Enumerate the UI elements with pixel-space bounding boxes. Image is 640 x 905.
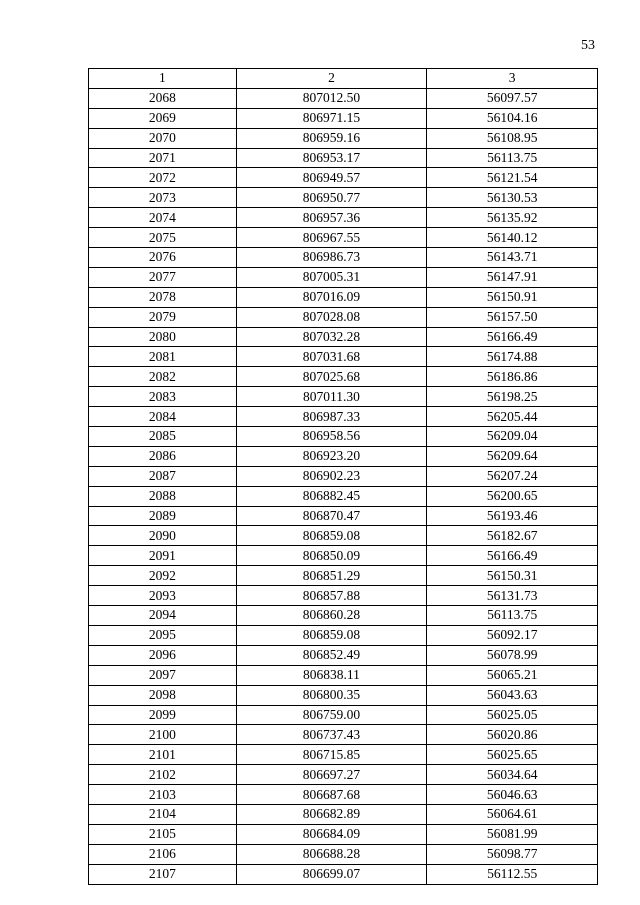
column-header-2: 2: [236, 69, 427, 89]
y-coordinate-cell: 56140.12: [427, 228, 598, 248]
point-number-cell: 2074: [89, 208, 237, 228]
y-coordinate-cell: 56186.86: [427, 367, 598, 387]
table-row: [89, 387, 598, 407]
point-number-cell: 2075: [89, 228, 237, 248]
x-coordinate-cell: 806697.27: [236, 765, 427, 785]
point-number-cell: 2100: [89, 725, 237, 745]
y-coordinate-cell: 56097.57: [427, 88, 598, 108]
table-row: [89, 148, 598, 168]
y-coordinate-cell: 56205.44: [427, 407, 598, 427]
table-row: [89, 307, 598, 327]
table-row: [89, 645, 598, 665]
y-coordinate-cell: 56092.17: [427, 625, 598, 645]
x-coordinate-cell: 806971.15: [236, 108, 427, 128]
column-header-3: 3: [427, 69, 598, 89]
table-row: [89, 844, 598, 864]
y-coordinate-cell: 56174.88: [427, 347, 598, 367]
point-number-cell: 2095: [89, 625, 237, 645]
x-coordinate-cell: 806953.17: [236, 148, 427, 168]
point-number-cell: 2072: [89, 168, 237, 188]
table-row: [89, 785, 598, 805]
y-coordinate-cell: 56150.91: [427, 287, 598, 307]
x-coordinate-cell: 807011.30: [236, 387, 427, 407]
y-coordinate-cell: 56025.65: [427, 745, 598, 765]
point-number-cell: 2077: [89, 267, 237, 287]
point-number-cell: 2105: [89, 824, 237, 844]
x-coordinate-cell: 806688.28: [236, 844, 427, 864]
x-coordinate-cell: 806859.08: [236, 625, 427, 645]
x-coordinate-cell: 806958.56: [236, 427, 427, 447]
x-coordinate-cell: 806800.35: [236, 685, 427, 705]
table-row: [89, 427, 598, 447]
y-coordinate-cell: 56121.54: [427, 168, 598, 188]
point-number-cell: 2103: [89, 785, 237, 805]
table-row: [89, 804, 598, 824]
table-row: [89, 446, 598, 466]
y-coordinate-cell: 56150.31: [427, 566, 598, 586]
y-coordinate-cell: 56112.55: [427, 864, 598, 884]
point-number-cell: 2097: [89, 665, 237, 685]
table-row: [89, 765, 598, 785]
y-coordinate-cell: 56209.64: [427, 446, 598, 466]
point-number-cell: 2104: [89, 804, 237, 824]
x-coordinate-cell: 806986.73: [236, 248, 427, 268]
point-number-cell: 2076: [89, 248, 237, 268]
y-coordinate-cell: 56131.73: [427, 586, 598, 606]
table-row: [89, 506, 598, 526]
point-number-cell: 2068: [89, 88, 237, 108]
table-row: [89, 665, 598, 685]
y-coordinate-cell: 56135.92: [427, 208, 598, 228]
x-coordinate-cell: 806715.85: [236, 745, 427, 765]
point-number-cell: 2079: [89, 307, 237, 327]
x-coordinate-cell: 806687.68: [236, 785, 427, 805]
point-number-cell: 2084: [89, 407, 237, 427]
point-number-cell: 2086: [89, 446, 237, 466]
table-row: [89, 486, 598, 506]
x-coordinate-cell: 806860.28: [236, 606, 427, 626]
x-coordinate-cell: 806959.16: [236, 128, 427, 148]
point-number-cell: 2078: [89, 287, 237, 307]
y-coordinate-cell: 56166.49: [427, 327, 598, 347]
y-coordinate-cell: 56143.71: [427, 248, 598, 268]
x-coordinate-cell: 806870.47: [236, 506, 427, 526]
point-number-cell: 2091: [89, 546, 237, 566]
y-coordinate-cell: 56130.53: [427, 188, 598, 208]
table-row: [89, 705, 598, 725]
y-coordinate-cell: 56113.75: [427, 148, 598, 168]
x-coordinate-cell: 807031.68: [236, 347, 427, 367]
table-row: [89, 128, 598, 148]
x-coordinate-cell: 806923.20: [236, 446, 427, 466]
point-number-cell: 2071: [89, 148, 237, 168]
y-coordinate-cell: 56182.67: [427, 526, 598, 546]
coordinates-table: [88, 68, 598, 885]
table-row: [89, 287, 598, 307]
point-number-cell: 2070: [89, 128, 237, 148]
table-header: [89, 69, 598, 89]
x-coordinate-cell: 806684.09: [236, 824, 427, 844]
point-number-cell: 2092: [89, 566, 237, 586]
y-coordinate-cell: 56166.49: [427, 546, 598, 566]
table-row: [89, 625, 598, 645]
table-row: [89, 745, 598, 765]
table-row: [89, 108, 598, 128]
table-row: [89, 188, 598, 208]
x-coordinate-cell: 806882.45: [236, 486, 427, 506]
y-coordinate-cell: 56200.65: [427, 486, 598, 506]
y-coordinate-cell: 56104.16: [427, 108, 598, 128]
point-number-cell: 2069: [89, 108, 237, 128]
point-number-cell: 2107: [89, 864, 237, 884]
table-body: [89, 88, 598, 884]
x-coordinate-cell: 807025.68: [236, 367, 427, 387]
y-coordinate-cell: 56108.95: [427, 128, 598, 148]
y-coordinate-cell: 56046.63: [427, 785, 598, 805]
point-number-cell: 2098: [89, 685, 237, 705]
y-coordinate-cell: 56065.21: [427, 665, 598, 685]
x-coordinate-cell: 806902.23: [236, 466, 427, 486]
table-row: [89, 685, 598, 705]
point-number-cell: 2090: [89, 526, 237, 546]
page-number: 53: [581, 38, 595, 53]
point-number-cell: 2094: [89, 606, 237, 626]
point-number-cell: 2096: [89, 645, 237, 665]
table-row: [89, 248, 598, 268]
table-row: [89, 606, 598, 626]
y-coordinate-cell: 56207.24: [427, 466, 598, 486]
x-coordinate-cell: 806850.09: [236, 546, 427, 566]
x-coordinate-cell: 807032.28: [236, 327, 427, 347]
table-row: [89, 208, 598, 228]
table-row: [89, 228, 598, 248]
point-number-cell: 2082: [89, 367, 237, 387]
point-number-cell: 2089: [89, 506, 237, 526]
y-coordinate-cell: 56081.99: [427, 824, 598, 844]
point-number-cell: 2087: [89, 466, 237, 486]
y-coordinate-cell: 56043.63: [427, 685, 598, 705]
column-header-1: 1: [89, 69, 237, 89]
point-number-cell: 2085: [89, 427, 237, 447]
header-row: [89, 69, 598, 89]
x-coordinate-cell: 806682.89: [236, 804, 427, 824]
table-row: [89, 88, 598, 108]
table-row: [89, 267, 598, 287]
y-coordinate-cell: 56025.05: [427, 705, 598, 725]
table-row: [89, 168, 598, 188]
table-row: [89, 546, 598, 566]
x-coordinate-cell: 807016.09: [236, 287, 427, 307]
table-row: [89, 466, 598, 486]
table-row: [89, 586, 598, 606]
point-number-cell: 2099: [89, 705, 237, 725]
table-row: [89, 566, 598, 586]
y-coordinate-cell: 56209.04: [427, 427, 598, 447]
x-coordinate-cell: 806967.55: [236, 228, 427, 248]
point-number-cell: 2101: [89, 745, 237, 765]
x-coordinate-cell: 806759.00: [236, 705, 427, 725]
y-coordinate-cell: 56113.75: [427, 606, 598, 626]
point-number-cell: 2083: [89, 387, 237, 407]
table-row: [89, 367, 598, 387]
point-number-cell: 2080: [89, 327, 237, 347]
table-row: [89, 725, 598, 745]
point-number-cell: 2093: [89, 586, 237, 606]
x-coordinate-cell: 806987.33: [236, 407, 427, 427]
x-coordinate-cell: 806950.77: [236, 188, 427, 208]
x-coordinate-cell: 806699.07: [236, 864, 427, 884]
point-number-cell: 2106: [89, 844, 237, 864]
table-row: [89, 327, 598, 347]
x-coordinate-cell: 806957.36: [236, 208, 427, 228]
x-coordinate-cell: 806852.49: [236, 645, 427, 665]
x-coordinate-cell: 806857.88: [236, 586, 427, 606]
point-number-cell: 2102: [89, 765, 237, 785]
x-coordinate-cell: 806838.11: [236, 665, 427, 685]
y-coordinate-cell: 56147.91: [427, 267, 598, 287]
table-row: [89, 347, 598, 367]
x-coordinate-cell: 807005.31: [236, 267, 427, 287]
x-coordinate-cell: 806859.08: [236, 526, 427, 546]
table-row: [89, 864, 598, 884]
point-number-cell: 2088: [89, 486, 237, 506]
y-coordinate-cell: 56020.86: [427, 725, 598, 745]
y-coordinate-cell: 56198.25: [427, 387, 598, 407]
x-coordinate-cell: 806949.57: [236, 168, 427, 188]
point-number-cell: 2073: [89, 188, 237, 208]
x-coordinate-cell: 807028.08: [236, 307, 427, 327]
y-coordinate-cell: 56098.77: [427, 844, 598, 864]
point-number-cell: 2081: [89, 347, 237, 367]
table-row: [89, 526, 598, 546]
y-coordinate-cell: 56034.64: [427, 765, 598, 785]
x-coordinate-cell: 807012.50: [236, 88, 427, 108]
table-row: [89, 824, 598, 844]
y-coordinate-cell: 56193.46: [427, 506, 598, 526]
y-coordinate-cell: 56064.61: [427, 804, 598, 824]
x-coordinate-cell: 806851.29: [236, 566, 427, 586]
y-coordinate-cell: 56078.99: [427, 645, 598, 665]
y-coordinate-cell: 56157.50: [427, 307, 598, 327]
x-coordinate-cell: 806737.43: [236, 725, 427, 745]
table-row: [89, 407, 598, 427]
